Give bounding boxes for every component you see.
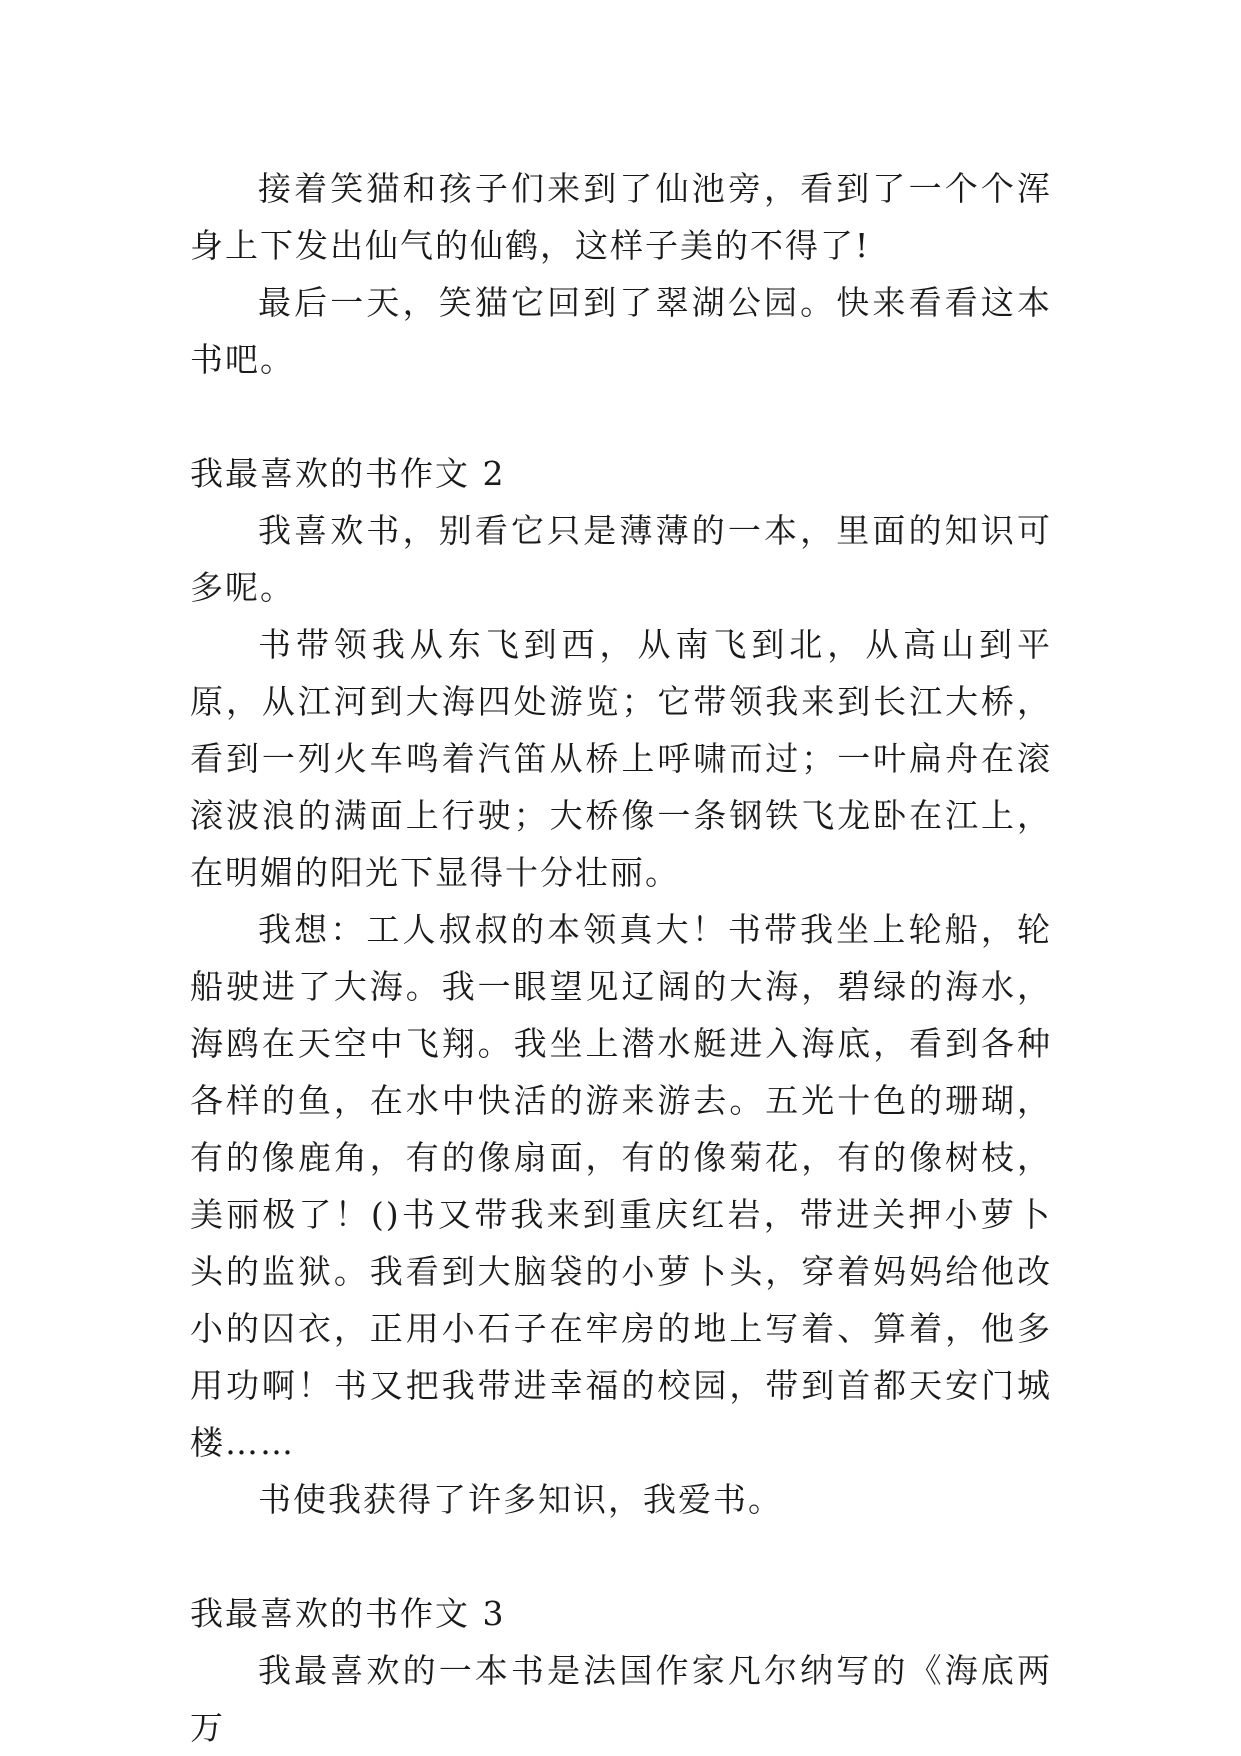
paragraph: 我喜欢书，别看它只是薄薄的一本，里面的知识可多呢。 xyxy=(190,511,1052,607)
essay-1-continuation xyxy=(190,160,1052,388)
essay-2 xyxy=(190,445,1052,1528)
paragraph: 我想：工人叔叔的本领真大！书带我坐上轮船，轮船驶进了大海。我一眼望见辽阔的大海，碧绿的海水，海鸥在天空中飞翔。我坐上潜水艇进入海底，看到各种各样的鱼，在水中快活的游来游去。五光十色的珊瑚，有的像鹿角，有的像扇面，有的像菊花，有的像树枝，美丽极了！()书又带我来到重庆红岩，带进关押小萝卜头的监狱。我看到大脑袋的小萝卜头，穿着妈妈给他改小的囚衣，正用小石子在牢房的地上写着、算着，他多用功啊！书又把我带进幸福的校园，带到首都天安门城楼…… xyxy=(190,910,1052,1462)
paragraph: 书带领我从东飞到西，从南飞到北，从高山到平原，从江河到大海四处游览；它带领我来到长江大桥，看到一列火车鸣着汽笛从桥上呼啸而过；一叶扁舟在滚滚波浪的满面上行驶；大桥像一条钢铁飞龙卧在江上，在明媚的阳光下显得十分壮丽。 xyxy=(190,625,1052,892)
section-spacer xyxy=(190,1528,1052,1585)
paragraph: 接着笑猫和孩子们来到了仙池旁，看到了一个个浑身上下发出仙气的仙鹤，这样子美的不得了! xyxy=(190,169,1052,265)
paragraph: 我最喜欢的一本书是法国作家凡尔纳写的《海底两万 xyxy=(190,1651,1052,1747)
document-page xyxy=(190,160,1052,1756)
paragraph: 最后一天，笑猫它回到了翠湖公园。快来看看这本书吧。 xyxy=(190,283,1052,379)
paragraph: 书使我获得了许多知识，我爱书。 xyxy=(258,1480,783,1519)
essay-3 xyxy=(190,1585,1052,1756)
section-heading: 我最喜欢的书作文 3 xyxy=(190,1594,506,1633)
section-spacer xyxy=(190,388,1052,445)
section-heading: 我最喜欢的书作文 2 xyxy=(190,454,506,493)
